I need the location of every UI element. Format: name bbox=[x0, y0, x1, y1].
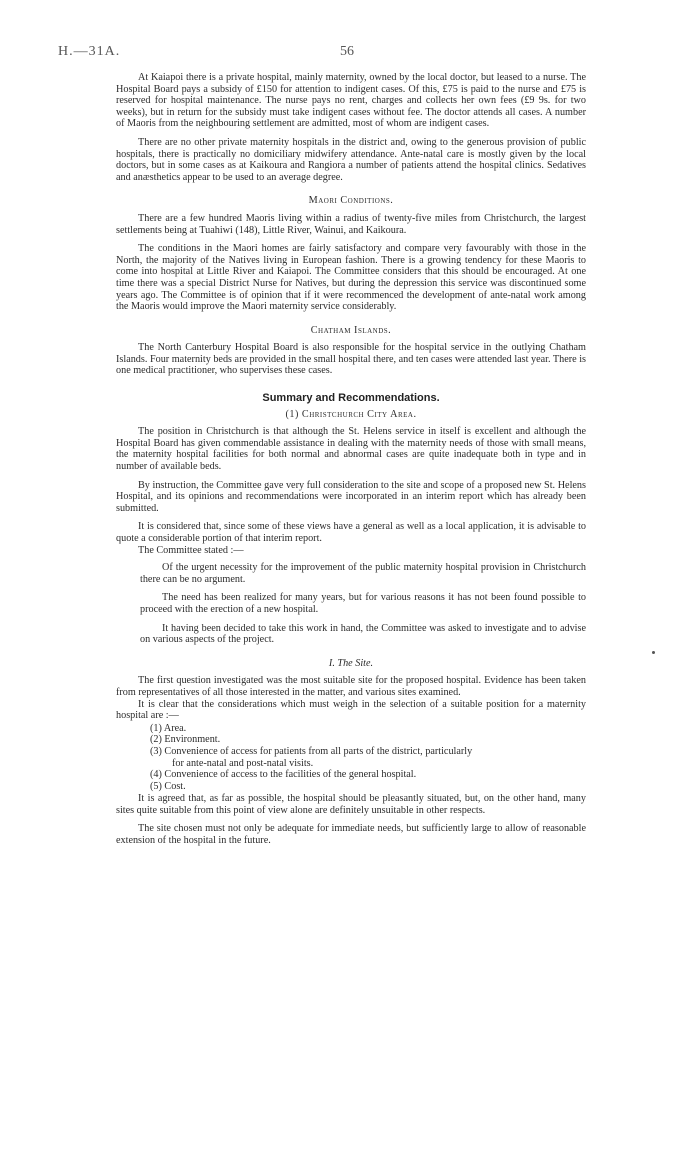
subheading-christchurch: (1) Christchurch City Area. bbox=[285, 408, 417, 420]
paragraph: The North Canterbury Hospital Board is also responsible for the hospital service in the outlying Chatham Islands. Four maternity beds are provided in the small hospital there, and ten cases were attended last year. There is one medical practitioner, who supervises these cases. bbox=[116, 342, 586, 377]
list-item: (1) Area. bbox=[150, 722, 187, 734]
section-heading-summary: Summary and Recommendations. bbox=[262, 392, 440, 405]
paragraph: It is agreed that, as far as possible, the hospital should be pleasantly situated, but, on the other hand, many sites quite suitable from this point of view alone are definitely unsuitable in other respects. bbox=[116, 793, 586, 816]
considerations-list bbox=[150, 723, 586, 793]
paragraph-stated: The Committee stated :— bbox=[138, 544, 244, 556]
list-item: (2) Environment. bbox=[150, 734, 221, 746]
margin-speck bbox=[652, 651, 655, 654]
paragraph: There are a few hundred Maoris living within a radius of twenty-five miles from Christchurch, the largest settlements being at Tuahiwi (148), Little River, Wainui, and Kaikoura. bbox=[116, 212, 586, 236]
paragraph: The conditions in the Maori homes are fairly satisfactory and compare very favourably with those in the North, the majority of the Natives living in European fashion. There is a growing tendency for these Maoris to come into hospital at Little River and Kaiapoi. The Committee considers that this should be encouraged. At one time there was a special District Nurse for Natives, but during the depression this service was discontinued some years ago. The Committee is of opinion that if it were recommenced the development of ante-natal work among the Maoris would improve the Maori maternity service considerably. bbox=[116, 243, 586, 313]
paragraph: The first question investigated was the most suitable site for the proposed hospital. Evidence has been taken from representatives of all those interested in the matter, and various sites examined. bbox=[116, 675, 586, 698]
list-item: (3) Convenience of access for patients from all parts of the district, particularly bbox=[150, 745, 473, 757]
paragraph: It is considered that, since some of these views have a general as well as a local application, it is advisable to quote a considerable portion of that interim report. bbox=[116, 521, 586, 544]
section-heading-maori: Maori Conditions. bbox=[308, 195, 394, 207]
paragraph: There are no other private maternity hospitals in the district and, owing to the generous provision of public hospitals, there is practically no domiciliary midwifery attendance. Ante-natal care is mostly given by the local doctors, but in some cases as at Kaikoura and Rangiora a number of patients attend the hospital clinics. Sedatives and anæsthetics appear to be used to an average degree. bbox=[116, 136, 586, 183]
list-item-continuation: for ante-natal and post-natal visits. bbox=[172, 757, 314, 769]
list-item: (5) Cost. bbox=[150, 780, 186, 792]
quote-paragraph: It having been decided to take this work in hand, the Committee was asked to investigate and to advise on various aspects of the project. bbox=[140, 622, 586, 646]
document-body bbox=[116, 72, 586, 847]
document-reference: H.—31A. bbox=[58, 44, 121, 59]
paragraph: It is clear that the considerations which must weigh in the selection of a suitable position for a maternity hospital are :— bbox=[116, 698, 586, 722]
quoted-report bbox=[116, 562, 586, 646]
paragraph: By instruction, the Committee gave very full consideration to the site and scope of a proposed new St. Helens Hospital, and its opinions and recommendations were incorporated in an interim report which has already been submitted. bbox=[116, 479, 586, 514]
page-number: 56 bbox=[340, 44, 354, 59]
quote-paragraph: The need has been realized for many years, but for various reasons it has not been found possible to proceed with the erection of a new hospital. bbox=[140, 592, 586, 615]
list-item: (4) Convenience of access to the facilities of the general hospital. bbox=[150, 769, 417, 781]
quote-paragraph: Of the urgent necessity for the improvement of the public maternity hospital provision in Christchurch there can be no argument. bbox=[140, 562, 586, 585]
paragraph: The site chosen must not only be adequate for immediate needs, but sufficiently large to allow of reasonable extension of the hospital in the future. bbox=[116, 823, 586, 847]
section-heading-site: I. The Site. bbox=[328, 657, 374, 669]
paragraph: At Kaiapoi there is a private hospital, mainly maternity, owned by the local doctor, but leased to a nurse. The Hospital Board pays a subsidy of £150 for attention to indigent cases. Of this, £75 is paid to the nurse and £75 is reserved for hospital maintenance. The nurse pays no rent, charges and collects her own fees (£9 9s. for two weeks), but in return for the subsidy must take indigent cases without fee. The doctor attends all cases. A number of Maoris from the neighbouring settlement are admitted, most of whom are indigent cases. bbox=[116, 72, 586, 130]
paragraph: The position in Christchurch is that although the St. Helens service in itself is excellent and although the Hospital Board has given commendable assistance in dealing with the maternity needs of those with small means, the maternity hospital facilities for both normal and abnormal cases are quite inadequate both in type and in number of available beds. bbox=[116, 426, 586, 473]
section-heading-chatham: Chatham Islands. bbox=[310, 324, 392, 336]
